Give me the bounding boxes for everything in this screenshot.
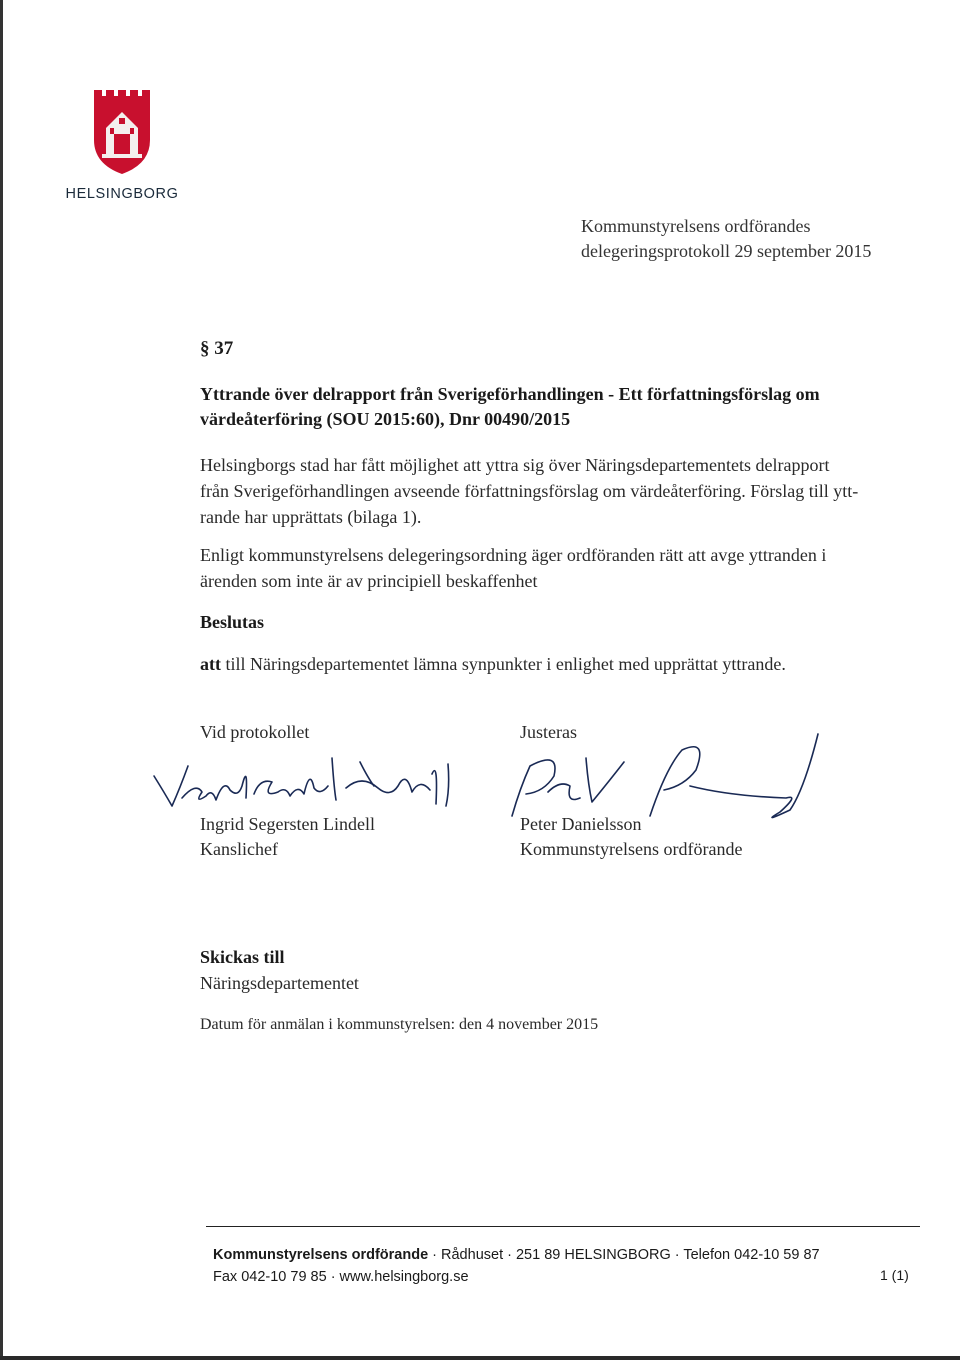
signatory-left-name: Ingrid Segersten Lindell [200, 814, 375, 834]
paragraph-1-line-1: Helsingborgs stad har fått möjlighet att yttra sig över Näringsdepartementets delrapport [200, 455, 830, 475]
signatory-right-name: Peter Danielsson [520, 814, 642, 834]
signatory-left [200, 812, 375, 862]
footer-line-1 [213, 1244, 913, 1266]
signatory-right [520, 812, 742, 862]
paragraph-1-line-2: från Sverigeförhandlingen avseende författningsförslag om värdeåterföring. Förslag till ytt- [200, 481, 859, 501]
signatory-right-role: Kommunstyrelsens ordförande [520, 839, 743, 859]
signatory-left-role: Kanslichef [200, 839, 278, 859]
scan-left-edge [0, 0, 3, 1360]
section-number: § 37 [200, 338, 234, 359]
signature-heading-right: Justeras [520, 722, 577, 742]
decision-att-label: att [200, 654, 221, 674]
document-title [200, 382, 900, 432]
decision-heading: Beslutas [200, 612, 265, 632]
signature-heading-left: Vid protokollet [200, 722, 310, 742]
decision-statement [200, 651, 786, 677]
send-to-recipient: Näringsdepartementet [200, 973, 359, 993]
helsingborg-logo [62, 88, 182, 202]
notice-date: Datum för anmälan i kommunstyrelsen: den 4 november 2015 [200, 1016, 599, 1033]
logo-wordmark: HELSINGBORG [65, 186, 179, 202]
send-to-heading: Skickas till [200, 947, 285, 967]
header-line-2: delegeringsprotokoll 29 september 2015 [581, 241, 872, 261]
scan-bottom-edge [0, 1356, 960, 1360]
footer [213, 1244, 913, 1288]
footer-org: Kommunstyrelsens ordförande [213, 1247, 429, 1263]
page-number: 1 (1) [880, 1267, 909, 1283]
decision-text: till Näringsdepartementet lämna synpunkter i enlighet med upprättat yttrande. [225, 654, 786, 674]
paragraph-2-line-2: ärenden som inte är av principiell beskaffenhet [200, 571, 538, 591]
footer-address: · Rådhuset · 251 89 HELSINGBORG · Telefon 042-10 59 87 [428, 1247, 820, 1263]
document-header [581, 214, 871, 264]
header-line-1: Kommunstyrelsens ordförandes [581, 216, 811, 236]
title-line-2: värdeåterföring (SOU 2015:60), Dnr 00490/2015 [200, 409, 571, 429]
footer-divider [206, 1226, 920, 1227]
title-line-1: Yttrande över delrapport från Sverigeförhandlingen - Ett författningsförslag om [200, 384, 820, 404]
city-crest-icon [92, 88, 152, 176]
footer-line-2: Fax 042-10 79 85 · www.helsingborg.se [213, 1269, 469, 1285]
paragraph-2-line-1: Enligt kommunstyrelsens delegeringsordning äger ordföranden rätt att avge yttranden i [200, 545, 827, 565]
paragraph-1-line-3: rande har upprättats (bilaga 1). [200, 507, 422, 527]
body-paragraph-2 [200, 542, 826, 594]
send-to-block [200, 944, 359, 996]
body-paragraph-1 [200, 452, 858, 530]
